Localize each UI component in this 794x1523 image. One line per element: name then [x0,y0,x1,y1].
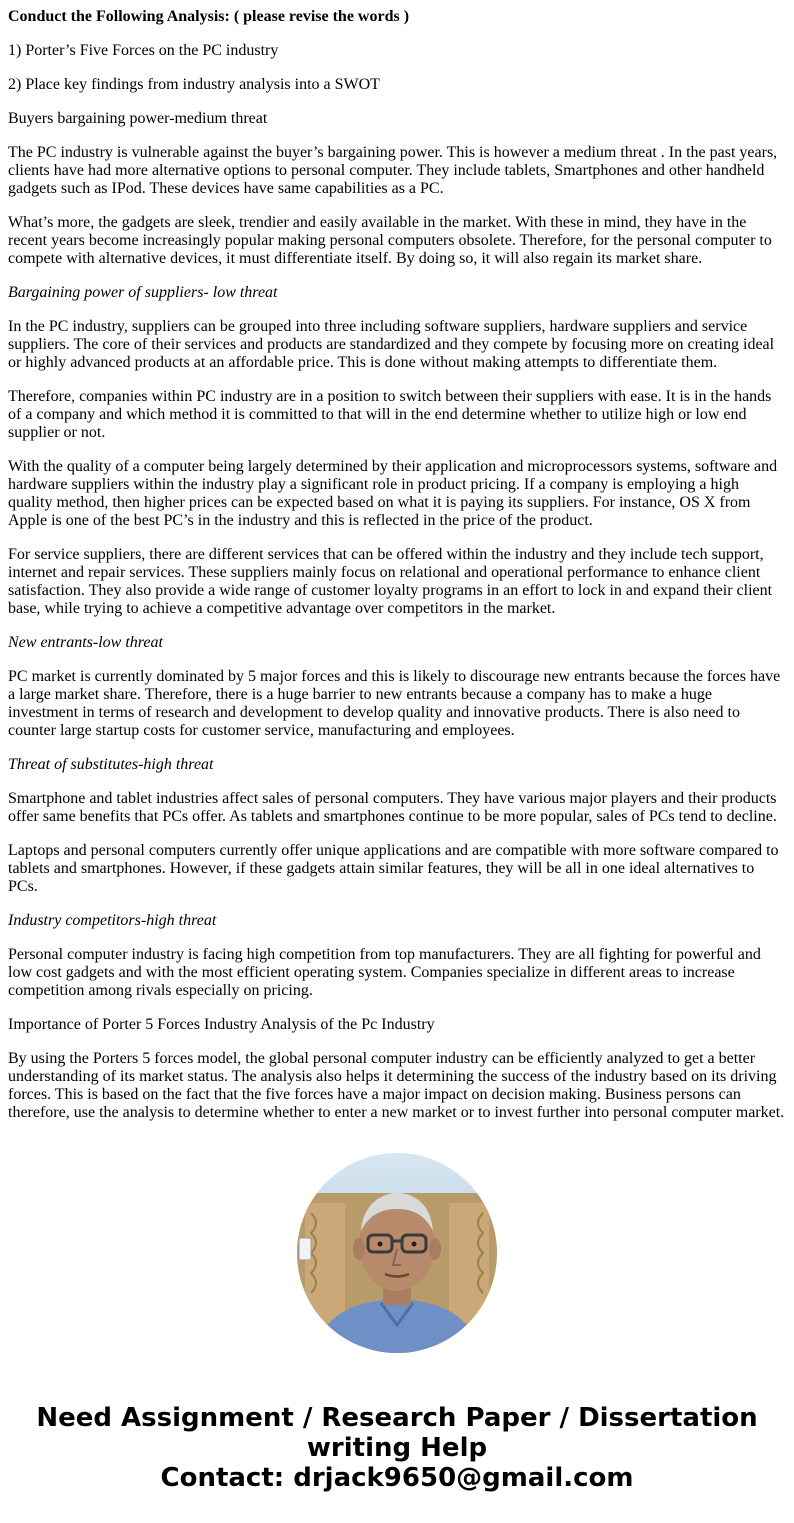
section-heading-substitutes: Threat of substitutes-high threat [8,756,214,773]
author-avatar [297,1153,497,1353]
banner-contact-email: Contact: drjack9650@gmail.com [160,1463,634,1493]
paragraph-buyers-1: The PC industry is vulnerable against the buyer’s bargaining power. This is however a medium threat . In the past years, clients have had more alternative options to personal computer. They include tablets, Smartphones and other handheld gadgets such as IPod. These devices have same capabilities as a PC. [8,144,778,197]
paragraph-buyers-2: What’s more, the gadgets are sleek, trendier and easily available in the market. With these in mind, they have in the recent years become increasingly popular making personal computers obsolete. Therefore, for the personal computer to compete with alternative devices, it must differentiate itself. By doing so, it will also regain its market share. [8,214,772,267]
paragraph-substitutes-2: Laptops and personal computers currently offer unique applications and are compatible with more software compared to tablets and smartphones. However, if these gadgets attain similar features, they will be all in one ideal alternatives to PCs. [8,842,779,895]
document-title: Conduct the Following Analysis: ( please revise the words ) [8,8,410,25]
banner-line-1: Need Assignment / Research Paper / Dissertation [36,1403,758,1433]
person-portrait-icon [297,1153,497,1353]
paragraph-new-entrants-1: PC market is currently dominated by 5 major forces and this is likely to discourage new entrants because the forces have a large market share. Therefore, there is a huge barrier to new entrants because a company has to make a huge investment in terms of research and development to develop quality and innovative products. There is also need to counter large startup costs for customer service, manufacturing and employees. [8,668,781,739]
section-heading-importance: Importance of Porter 5 Forces Industry Analysis of the Pc Industry [8,1016,435,1033]
paragraph-substitutes-1: Smartphone and tablet industries affect sales of personal computers. They have various major players and their products offer same benefits that PCs offer. As tablets and smartphones continue to be more popular, sales of PCs tend to decline. [8,790,777,825]
paragraph-suppliers-3: With the quality of a computer being largely determined by their application and microprocessors systems, software and hardware suppliers within the industry play a significant role in product pricing. If a company is employing a high quality method, then higher prices can be expected based on what it is paying its suppliers. For instance, OS X from Apple is one of the best PC’s in the industry and this is reflected in the price of the product. [8,458,778,529]
task-item-2: 2) Place key findings from industry analysis into a SWOT [8,76,380,93]
section-heading-buyers: Buyers bargaining power-medium threat [8,110,268,127]
section-heading-new-entrants: New entrants-low threat [8,634,163,651]
task-item-1: 1) Porter’s Five Forces on the PC industry [8,42,279,59]
section-heading-suppliers: Bargaining power of suppliers- low threat [8,284,278,301]
section-heading-competitors: Industry competitors-high threat [8,912,217,929]
paragraph-importance-1: By using the Porters 5 forces model, the global personal computer industry can be efficiently analyzed to get a better understanding of its market status. The analysis also helps it determining the success of the industry based on its driving forces. This is based on the fact that the five forces have a major impact on decision making. Business persons can therefore, use the analysis to determine whether to enter a new market or to invest further into personal computer market. [8,1050,785,1121]
paragraph-suppliers-4: For service suppliers, there are different services that can be offered within the industry and they include tech support, internet and repair services. These suppliers mainly focus on relational and operational performance to enhance client satisfaction. They also provide a wide range of customer loyalty programs in an effort to lock in and expand their client base, while trying to achieve a competitive advantage over competitors in the market. [8,546,773,617]
paragraph-suppliers-2: Therefore, companies within PC industry are in a position to switch between their suppliers with ease. It is in the hands of a company and which method it is committed to that will in the end determine whether to utilize high or low end supplier or not. [8,388,772,441]
paragraph-competitors-1: Personal computer industry is facing high competition from top manufacturers. They are all fighting for powerful and low cost gadgets and with the most efficient operating system. Companies specialize in different areas to increase competition among rivals especially on pricing. [8,946,761,999]
contact-banner [0,1403,794,1493]
document-body [8,8,786,1138]
banner-line-2: writing Help [306,1433,488,1463]
paragraph-suppliers-1: In the PC industry, suppliers can be grouped into three including software suppliers, hardware suppliers and service suppliers. The core of their services and products are standardized and they compete by focusing more on creating ideal or highly advanced products at an affordable price. This is done without making attempts to differentiate them. [8,318,775,371]
